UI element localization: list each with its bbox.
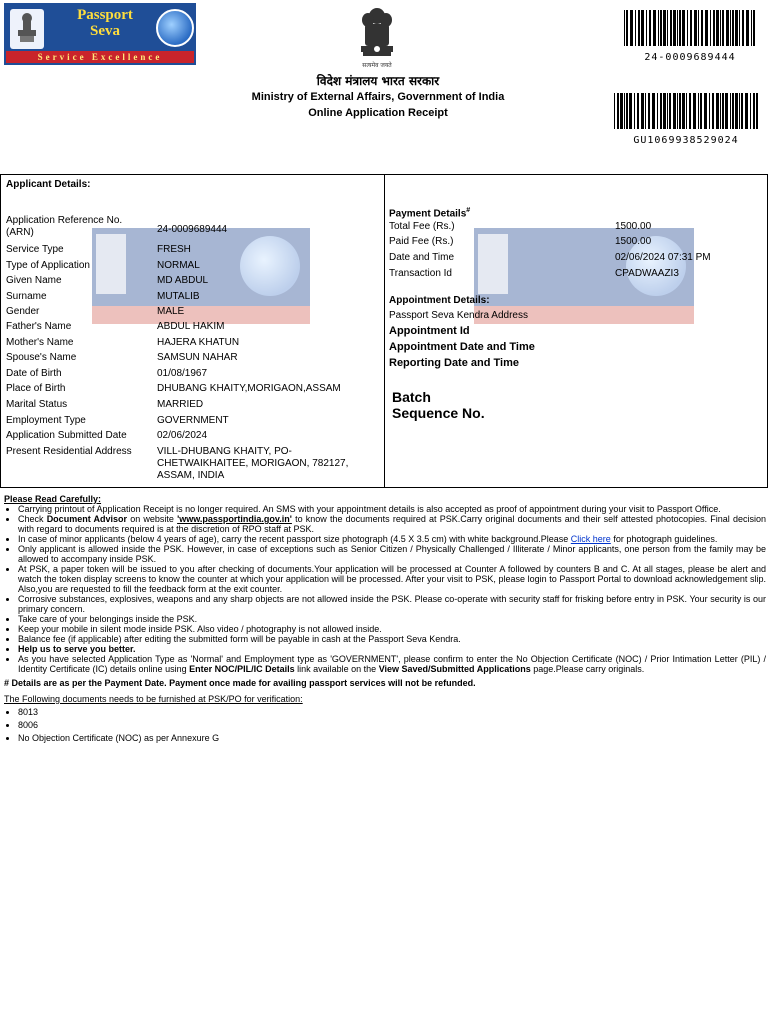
- reporting-dt-label: Reporting Date and Time: [389, 357, 519, 369]
- payment-heading-mark: #: [466, 207, 471, 214]
- passport-website-link[interactable]: 'www.passportindia.gov.in': [177, 514, 292, 524]
- arn-barcode: [624, 10, 756, 46]
- applicant-value: MALE: [157, 306, 185, 317]
- page-title: Online Application Receipt: [308, 107, 448, 119]
- note-item: [18, 534, 766, 544]
- ashoka-emblem-icon: [356, 6, 398, 70]
- doc-advisor-bold: Document Advisor: [46, 514, 128, 524]
- note-item: • Corrosive substances, explosives, weapons and any sharp objects are not allowed inside the PSK. Please co-operate with security staff for frisking before entry in PSK. Your security is our primary concern.: [18, 594, 766, 614]
- applicant-heading: Applicant Details:: [6, 179, 91, 190]
- applicant-label: Surname: [6, 291, 47, 302]
- ministry-name: Ministry of External Affairs, Government of India: [251, 91, 505, 103]
- applicant-label: Application Submitted Date: [6, 430, 127, 441]
- notes-heading: Please Read Carefully:: [4, 494, 102, 504]
- noc-pre: As you have selected Application Type as 'Normal' and Employment type as 'GOVERNMENT', please confirm to enter the No Objection Certificate (NOC) / Prior Intimation Letter (PIL) / Identity Certificate (IC) details online using: [18, 654, 766, 674]
- applicant-label: Given Name: [6, 275, 62, 286]
- instructions-section: [4, 494, 766, 745]
- hindi-header: विदेश मंत्रालय भारत सरकार: [316, 74, 440, 88]
- psk-address-label: Passport Seva Kendra Address: [389, 310, 528, 321]
- appointment-dt-label: Appointment Date and Time: [389, 341, 535, 353]
- note-item: [18, 654, 766, 674]
- note-item: • At PSK, a paper token will be issued to you after checking of documents.Your application will be processed at Counter A followed by counters B and C. At all stages, please be alert and watch the token display screens to know the counter at which your application will be processed. After your visit to PSK, please login to Passport Portal to download acknowledgement slip. Also,you are requested to fill the feedback form at the exit counter.: [18, 564, 766, 594]
- applicant-value: 24-0009689444: [157, 224, 228, 235]
- applicant-value: MARRIED: [157, 399, 204, 410]
- applicant-label: Mother's Name: [6, 337, 74, 348]
- emblem-motto: सत्यमेव जयते: [362, 62, 392, 69]
- payment-value: 1500.00: [615, 221, 652, 232]
- doc-advisor-mid: on website: [127, 514, 178, 524]
- applicant-label: Service Type: [6, 244, 64, 255]
- batch-label: Batch: [392, 389, 431, 405]
- applicant-label: Application Reference No. (ARN): [6, 215, 123, 238]
- table-divider: [384, 174, 385, 488]
- payment-value: CPADWAAZI3: [615, 268, 679, 279]
- minor-pre: In case of minor applicants (below 4 years of age), carry the recent passport size photograph (4.5 X 3.5 cm) with white background.Please: [18, 534, 571, 544]
- applicant-label: Employment Type: [6, 415, 86, 426]
- doc-item: • No Objection Certificate (NOC) as per Annexure G: [18, 732, 766, 745]
- noc-link-text[interactable]: Enter NOC/PIL/IC Details: [189, 664, 295, 674]
- noc-post: page.Please carry originals.: [530, 664, 645, 674]
- view-saved-link-text[interactable]: View Saved/Submitted Applications: [378, 664, 531, 674]
- applicant-value: ABDUL HAKIM: [157, 321, 225, 332]
- payment-label: Date and Time: [389, 252, 455, 263]
- applicant-label: Marital Status: [6, 399, 68, 410]
- applicant-value: FRESH: [157, 244, 191, 255]
- docs-list: [4, 706, 766, 745]
- payment-heading: [389, 205, 470, 220]
- payment-label: Transaction Id: [389, 268, 452, 279]
- logo-band: Service Excellence: [6, 51, 194, 63]
- notes-list: [4, 504, 766, 674]
- applicant-label: Date of Birth: [6, 368, 62, 379]
- doc-advisor-post: to know the documents required at PSK.Carry original documents and their self attested photocopies.: [291, 514, 708, 524]
- applicant-label: Type of Application: [6, 260, 90, 271]
- applicant-value: MD ABDUL: [157, 275, 209, 286]
- note-item: • Help us to serve you better.: [18, 644, 766, 654]
- applicant-value: 01/08/1967: [157, 368, 208, 379]
- applicant-value: NORMAL: [157, 260, 200, 271]
- photo-guidelines-link[interactable]: Click here: [570, 534, 611, 544]
- note-item: • Balance fee (if applicable) after editing the submitted form will be payable in cash at the Passport Seva Kendra.: [18, 634, 766, 644]
- logo-text: [58, 7, 152, 39]
- payment-value: 02/06/2024 07:31 PM: [615, 252, 711, 263]
- payment-value: 1500.00: [615, 236, 652, 247]
- note-item: • Only applicant is allowed inside the PSK. However, in case of exceptions such as Senior Citizen / Physically Challenged / Illiterate / Minor applicants, one person from the family may be allowed to accompany inside PSK.: [18, 544, 766, 564]
- applicant-label: Spouse's Name: [6, 352, 77, 363]
- payment-label: Paid Fee (Rs.): [389, 236, 454, 247]
- payment-label: Total Fee (Rs.): [389, 221, 455, 232]
- file-barcode: [614, 93, 758, 129]
- docs-heading: The Following documents needs to be furnished at PSK/PO for verification:: [4, 694, 303, 704]
- applicant-value: GOVERNMENT: [157, 415, 229, 426]
- passport-seva-logo: [4, 3, 196, 65]
- applicant-label: Gender: [6, 306, 40, 317]
- applicant-value: DHUBANG KHAITY,MORIGAON,ASSAM: [157, 383, 341, 394]
- applicant-value: VILL-DHUBANG KHAITY, PO-CHETWAIKHAITEE, MORIGAON, 782127, ASSAM, INDIA: [157, 446, 349, 481]
- note-item: • Keep your mobile in silent mode inside PSK. Also video / photography is not allowed inside.: [18, 624, 766, 634]
- appointment-id-label: Appointment Id: [389, 325, 470, 337]
- note-text: Final decision with regard to documents required is at the discretion of RPO staff at PSK.: [18, 514, 766, 534]
- doc-item: • 8013: [18, 706, 766, 719]
- file-barcode-text: GU1069938529024: [633, 135, 739, 146]
- noc-mid: link available on the: [294, 664, 379, 674]
- applicant-value: SAMSUN NAHAR: [157, 352, 238, 363]
- payment-heading-text: Payment Details: [389, 208, 467, 220]
- sequence-label: Sequence No.: [392, 405, 485, 421]
- note-item: • Carrying printout of Application Receipt is no longer required. An SMS with your appointment details is also accepted as proof of appointment during your visit to Passport Office.: [18, 504, 766, 514]
- globe-icon: [156, 9, 194, 47]
- appointment-heading: Appointment Details:: [389, 295, 490, 306]
- logo-line1: Passport: [77, 7, 133, 23]
- payment-note: # Details are as per the Payment Date. Payment once made for availing passport services will not be refunded.: [4, 678, 476, 688]
- note-item: [18, 514, 766, 534]
- applicant-value: 02/06/2024: [157, 430, 208, 441]
- national-emblem-icon: [10, 9, 44, 49]
- note-item: • Take care of your belongings inside the PSK.: [18, 614, 766, 624]
- arn-barcode-text: 24-0009689444: [644, 52, 736, 63]
- logo-line2: Seva: [90, 23, 120, 39]
- applicant-label: Place of Birth: [6, 383, 66, 394]
- applicant-label: Father's Name: [6, 321, 72, 332]
- doc-item: • 8006: [18, 719, 766, 732]
- minor-post: for photograph guidelines.: [610, 534, 718, 544]
- applicant-label: Present Residential Address: [6, 446, 132, 457]
- applicant-value: MUTALIB: [157, 291, 200, 302]
- applicant-value: HAJERA KHATUN: [157, 337, 240, 348]
- doc-advisor-pre: Check: [18, 514, 47, 524]
